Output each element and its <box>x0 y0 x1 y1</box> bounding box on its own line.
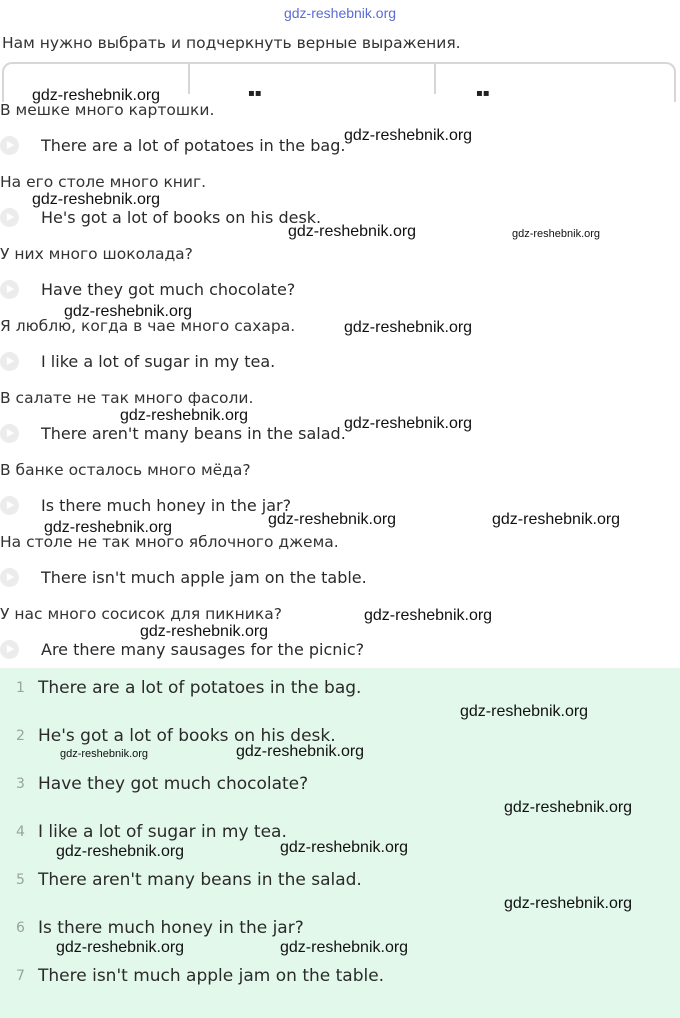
watermark: gdz-reshebnik.org <box>64 303 193 320</box>
watermark: gdz-reshebnik.org <box>32 191 161 208</box>
russian-sentence: На столе не так много яблочного джема. <box>0 533 339 551</box>
answer-row <box>0 772 680 802</box>
header-mark: ▪▪ <box>248 88 262 99</box>
english-sentence: Is there much honey in the jar? <box>41 496 292 515</box>
watermark: gdz-reshebnik.org <box>140 623 269 640</box>
answer-number: 3 <box>16 776 25 792</box>
play-audio-icon[interactable] <box>0 208 19 227</box>
watermark: gdz-reshebnik.org <box>344 319 473 336</box>
exercise-item <box>0 96 680 168</box>
russian-sentence: В мешке много картошки. <box>0 101 215 119</box>
play-audio-icon[interactable] <box>0 280 19 299</box>
answer-text: There aren't many beans in the salad. <box>38 870 362 890</box>
watermark: gdz-reshebnik.org <box>288 223 417 240</box>
watermark: gdz-reshebnik.org <box>120 407 249 424</box>
exercise-item <box>0 384 680 456</box>
answer-text: Have they got much chocolate? <box>38 774 309 794</box>
english-sentence: He's got a lot of books on his desk. <box>41 208 322 227</box>
answer-number: 2 <box>16 728 25 744</box>
instruction-text: Нам нужно выбрать и подчеркнуть верные выражения. <box>2 34 461 52</box>
watermark: gdz-reshebnik.org <box>236 743 365 760</box>
russian-sentence: На его столе много книг. <box>0 173 207 191</box>
russian-sentence: У них много шоколада? <box>0 245 193 263</box>
watermark: gdz-reshebnik.org <box>504 799 633 816</box>
watermark: gdz-reshebnik.org <box>344 127 473 144</box>
watermark: gdz-reshebnik.org <box>344 415 473 432</box>
play-audio-icon[interactable] <box>0 424 19 443</box>
english-sentence: There are a lot of potatoes in the bag. <box>41 136 346 155</box>
answer-text: Is there much honey in the jar? <box>38 918 304 938</box>
answer-row <box>0 676 680 706</box>
exercise-item <box>0 312 680 384</box>
watermark: gdz-reshebnik.org <box>60 748 149 760</box>
play-audio-icon[interactable] <box>0 496 19 515</box>
play-audio-icon[interactable] <box>0 568 19 587</box>
russian-sentence: В салате не так много фасоли. <box>0 389 254 407</box>
watermark: gdz-reshebnik.org <box>32 87 161 104</box>
english-sentence: Are there many sausages for the picnic? <box>41 640 365 659</box>
watermark: gdz-reshebnik.org <box>460 703 589 720</box>
answer-number: 7 <box>16 968 25 984</box>
answer-text: I like a lot of sugar in my tea. <box>38 822 287 842</box>
exercise-item <box>0 240 680 312</box>
watermark: gdz-reshebnik.org <box>280 939 409 956</box>
english-sentence: There isn't much apple jam on the table. <box>41 568 367 587</box>
russian-sentence: Я люблю, когда в чае много сахара. <box>0 317 296 335</box>
english-sentence: I like a lot of sugar in my tea. <box>41 352 276 371</box>
play-audio-icon[interactable] <box>0 136 19 155</box>
exercise-item <box>0 600 680 672</box>
watermark: gdz-reshebnik.org <box>44 519 173 536</box>
answer-row <box>0 964 680 994</box>
watermark: gdz-reshebnik.org <box>268 511 397 528</box>
site-header-link[interactable]: gdz-reshebnik.org <box>283 5 397 21</box>
column-separator <box>188 64 190 94</box>
answer-number: 4 <box>16 824 25 840</box>
exercise-item <box>0 528 680 600</box>
header-mark: ▪▪ <box>476 88 490 99</box>
answer-number: 6 <box>16 920 25 936</box>
play-audio-icon[interactable] <box>0 352 19 371</box>
watermark: gdz-reshebnik.org <box>280 839 409 856</box>
answer-text: There are a lot of potatoes in the bag. <box>38 678 362 698</box>
english-sentence: Have they got much chocolate? <box>41 280 296 299</box>
watermark: gdz-reshebnik.org <box>512 228 601 240</box>
answer-number: 1 <box>16 680 25 696</box>
english-sentence: There aren't many beans in the salad. <box>41 424 346 443</box>
column-separator <box>434 64 436 94</box>
watermark: gdz-reshebnik.org <box>56 939 185 956</box>
play-audio-icon[interactable] <box>0 640 19 659</box>
watermark: gdz-reshebnik.org <box>364 607 493 624</box>
watermark: gdz-reshebnik.org <box>504 895 633 912</box>
russian-sentence: В банке осталось много мёда? <box>0 461 251 479</box>
russian-sentence: У нас много сосисок для пикника? <box>0 605 282 623</box>
watermark: gdz-reshebnik.org <box>56 843 185 860</box>
watermark: gdz-reshebnik.org <box>492 511 621 528</box>
exercise-list <box>0 96 680 672</box>
answer-text: There isn't much apple jam on the table. <box>38 966 385 986</box>
answer-row <box>0 868 680 898</box>
answer-number: 5 <box>16 872 25 888</box>
answer-text: He's got a lot of books on his desk. <box>38 726 336 746</box>
